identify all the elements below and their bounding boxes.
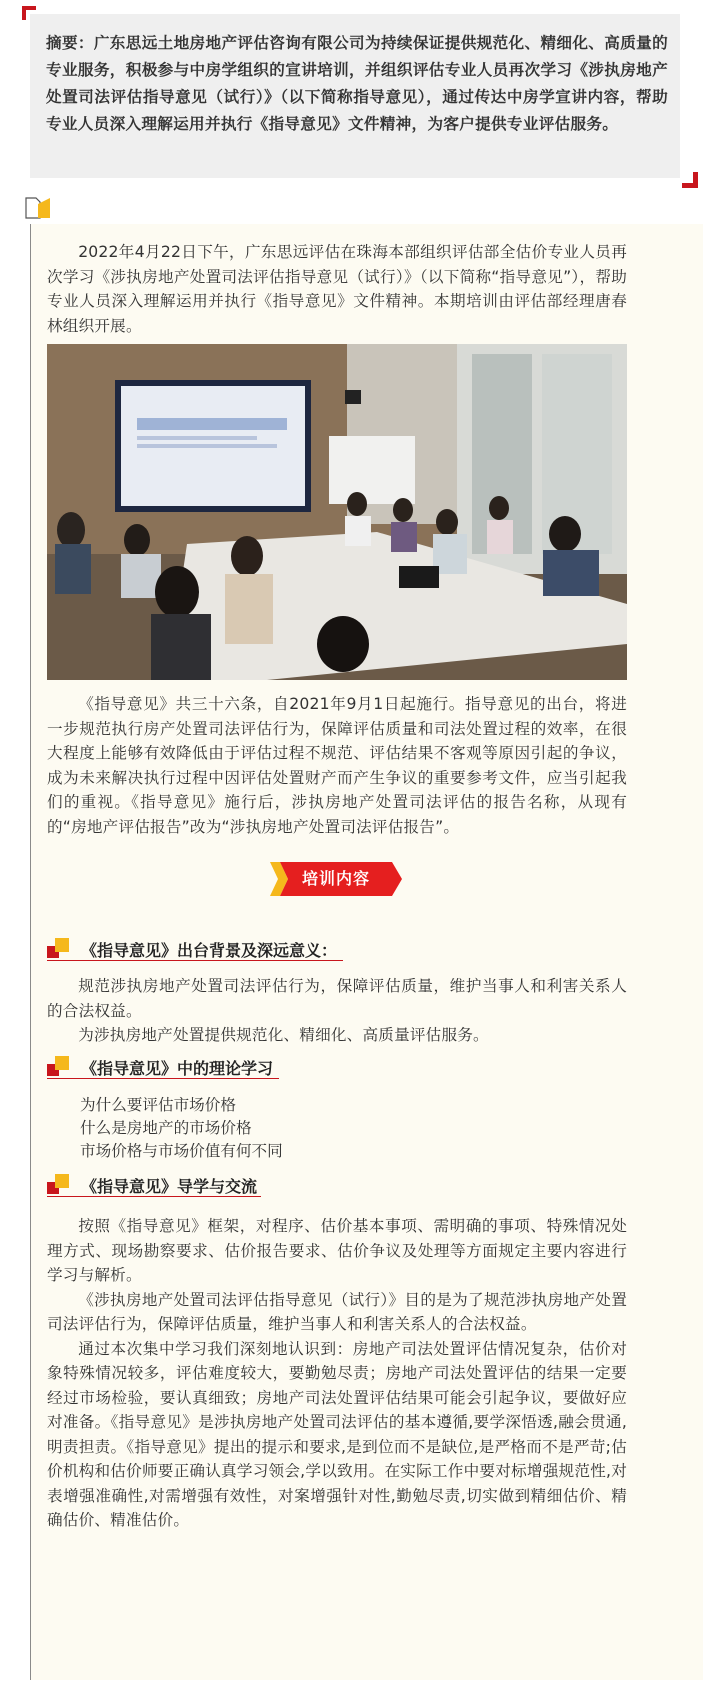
section-heading-background bbox=[47, 936, 347, 966]
corner-decoration-bottom-right bbox=[682, 172, 698, 188]
list-item: 什么是房地产的市场价格 bbox=[80, 1119, 252, 1137]
heading-underline bbox=[47, 1196, 261, 1197]
theory-list bbox=[80, 1094, 283, 1163]
abstract-text: 摘要：广东思远土地房地产评估咨询有限公司为持续保证提供规范化、精细化、高质量的专业服务，积极参与中房学组织的宣讲培训，并组织评估专业人员再次学习《涉执房地产处置司法评估指导意见（试行）》（以下简称指导意见），通过传达中房学宣讲内容，帮助专业人员深入理解运用并执行《指导意见》文件精神，为客户提供专业评估服务。 bbox=[46, 34, 668, 133]
section3-body: 按照《指导意见》框架，对程序、估价基本事项、需明确的事项、特殊情况处理方式、现场勘察要求、估价报告要求、估价争议及处理等方面规定主要内容进行学习与解析。 《涉执房地产处置司法评估指导意见（试行）》目的是为了规范涉执房地产处置司法评估行为，保障评估质量，维护当事人和利害关系人的合法权益。 通过本次集中学习我们深刻地认识到：房地产司法处置评估情况复杂，估价对象特殊情况较多，评估难度较大，要勤勉尽责；房地产司法处置评估的结果一定要经过市场检验，要认真细致；房地产司法处置评估结果可能会引起争议，要做好应对准备。《指导意见》是涉执房地产处置司法评估的基本遵循,要学深悟透,融会贯通,明责担责。《指导意见》提出的提示和要求,是到位而不是缺位,是严格而不是严苛;估价机构和估价师要正确认真学习领会,学以致用。在实际工作中要对标增强规范性,对表增强准确性,对需增强有效性，对案增强针对性,勤勉尽责,切实做到精细估价、精确估价、精准估价。 bbox=[47, 1217, 627, 1529]
intro-paragraph-1: 2022年4月22日下午，广东思远评估在珠海本部组织评估部全估价专业人员再次学习《涉执房地产处置司法评估指导意见（试行）》（以下简称“指导意见”），帮助专业人员深入理解运用并执行《指导意见》文件精神。本期培训由评估部经理唐春林组织开展。 bbox=[47, 243, 627, 335]
training-photo bbox=[47, 344, 627, 680]
square-marker-icon bbox=[47, 1054, 73, 1080]
section-heading-theory bbox=[47, 1054, 287, 1084]
banner-label: 培训内容 bbox=[301, 869, 370, 888]
note-icon bbox=[24, 196, 52, 220]
section-title: 《指导意见》中的理论学习 bbox=[81, 1059, 274, 1078]
section1-body: 规范涉执房地产处置司法评估行为，保障评估质量，维护当事人和利害关系人的合法权益。 为涉执房地产处置提供规范化、精细化、高质量评估服务。 bbox=[47, 977, 627, 1044]
heading-underline bbox=[47, 960, 343, 961]
square-marker-icon bbox=[47, 1172, 73, 1198]
list-item: 市场价格与市场价值有何不同 bbox=[80, 1142, 283, 1160]
section-heading-study bbox=[47, 1172, 267, 1202]
intro-paragraph-2: 《指导意见》共三十六条，自2021年9月1日起施行。指导意见的出台，将进一步规范执行房产处置司法评估行为，保障评估质量和司法处置过程的效率，在很大程度上能够有效降低由于评估过程不规范、评估结果不客观等原因引起的争议，成为未来解决执行过程中因评估处置财产而产生争议的重要参考文件，应当引起我们的重视。《指导意见》施行后，涉执房地产处置司法评估的报告名称，从现有的“房地产评估报告”改为“涉执房地产处置司法评估报告”。 bbox=[47, 695, 627, 836]
abstract-box bbox=[30, 14, 680, 178]
section-title: 《指导意见》出台背景及深远意义： bbox=[81, 941, 338, 960]
heading-underline bbox=[47, 1078, 279, 1079]
section-banner bbox=[270, 862, 402, 896]
section-title: 《指导意见》导学与交流 bbox=[81, 1177, 258, 1196]
list-item: 为什么要评估市场价格 bbox=[80, 1096, 236, 1114]
square-marker-icon bbox=[47, 936, 73, 962]
